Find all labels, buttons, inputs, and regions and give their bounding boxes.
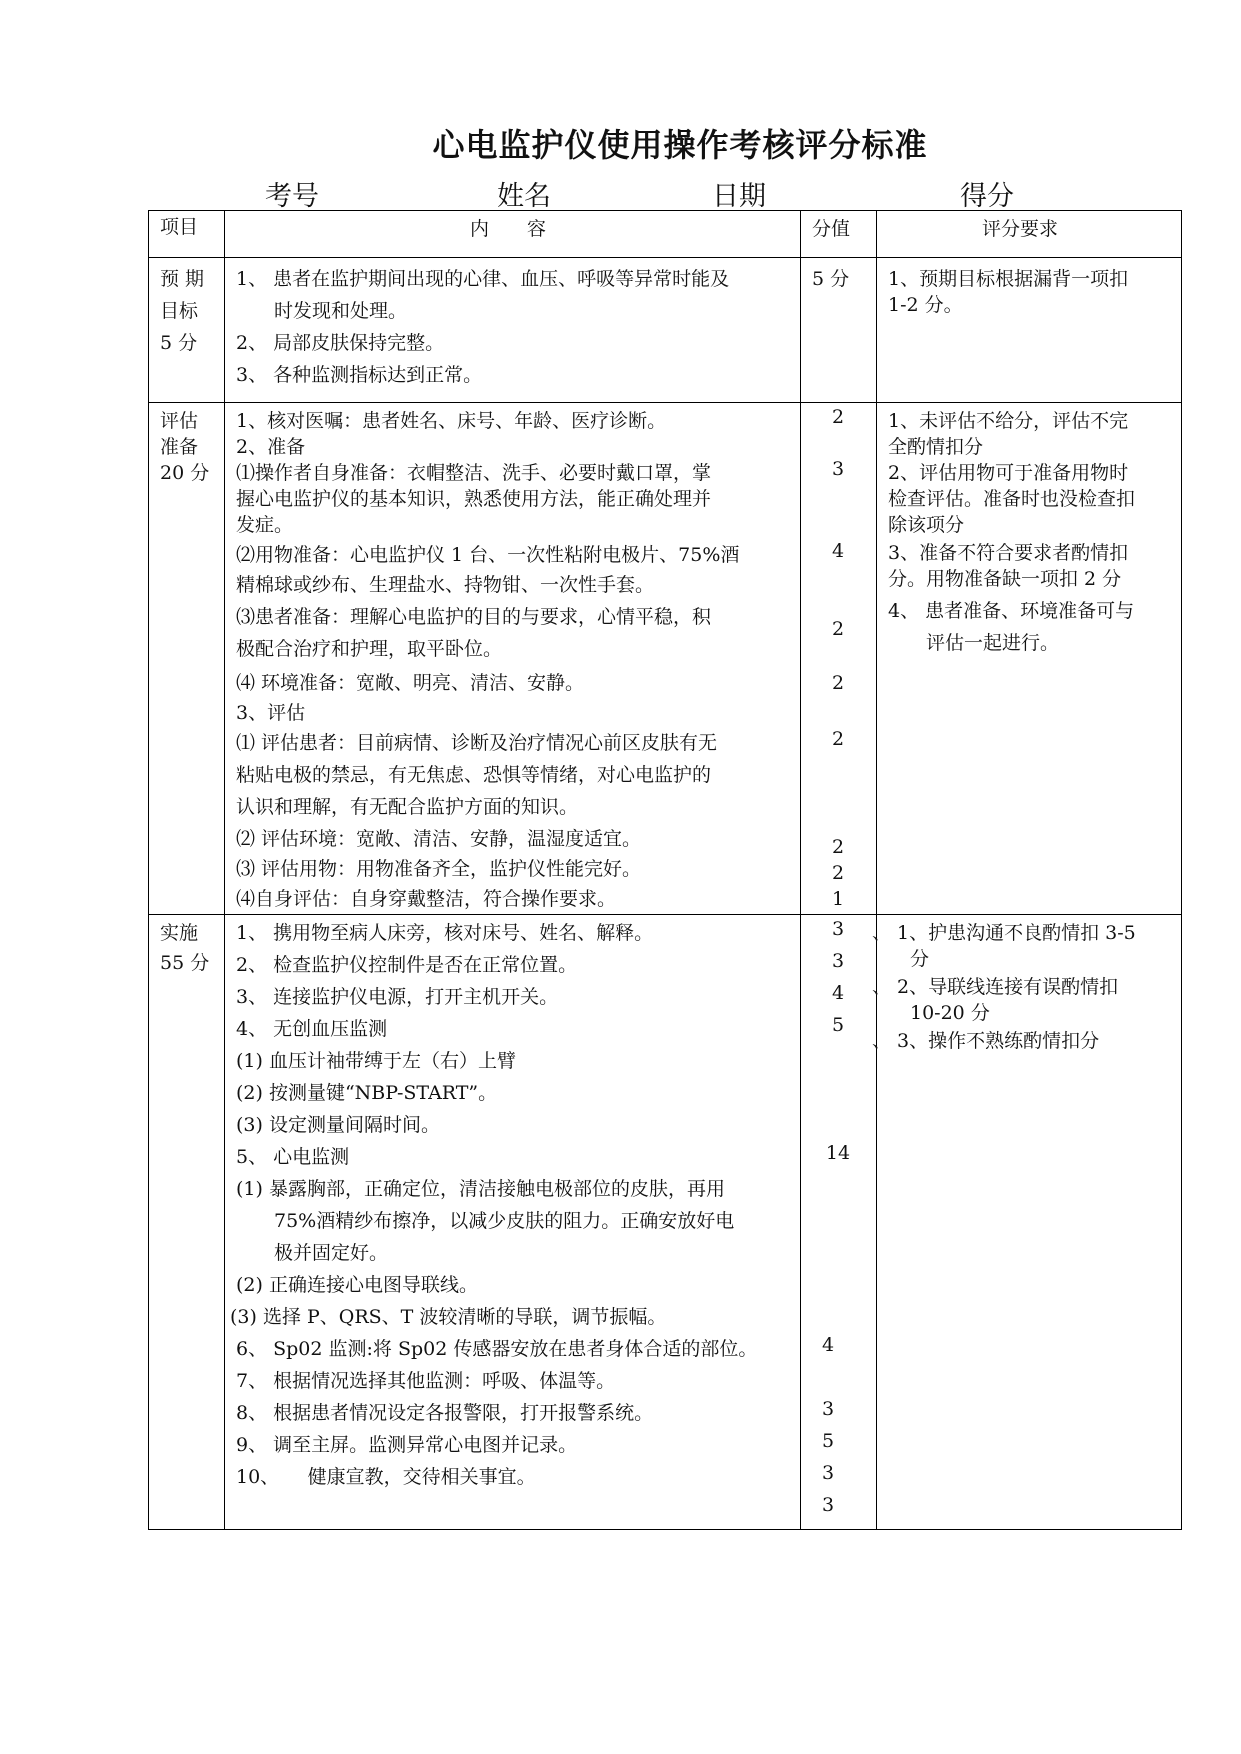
item-label-line: 5 分 (160, 332, 198, 354)
content-line: ⑵用物准备：心电监护仪 1 台、一次性粘附电极片、75%酒 (236, 544, 740, 566)
content-line: 粘贴电极的禁忌，有无焦虑、恐惧等情绪，对心电监护的 (236, 764, 712, 786)
header-exam-number-label: 考号 (265, 181, 319, 212)
content-line: ⑴操作者自身准备：衣帽整洁、洗手、必要时戴口罩，掌 (236, 462, 712, 484)
score-value: 5 分 (812, 268, 850, 290)
content-line: 精棉球或纱布、生理盐水、持物钳、一次性手套。 (236, 574, 655, 596)
score-value: 4 (831, 982, 845, 1004)
score-value: 5 (831, 1014, 845, 1036)
score-value: 5 (821, 1430, 835, 1452)
requirement-line: 分。用物准备缺一项扣 2 分 (888, 568, 1122, 590)
requirement-line: 、 1、护患沟通不良酌情扣 3-5 (872, 922, 1136, 944)
requirement-line: 2、评估用物可于准备用物时 (888, 462, 1129, 484)
requirement-line: 评估一起进行。 (888, 632, 1060, 654)
score-value: 3 (831, 458, 845, 480)
column-divider (876, 210, 877, 1530)
content-line: 3、评估 (236, 702, 306, 724)
content-line: 4、 无创血压监测 (236, 1018, 388, 1040)
content-line: ⑶患者准备：理解心电监护的目的与要求，心情平稳，积 (236, 606, 712, 628)
content-line: 2、 局部皮肤保持完整。 (236, 332, 445, 354)
item-label-line: 20 分 (160, 462, 210, 484)
item-label-line: 评估 (160, 410, 199, 432)
header-score-value: 分值 (812, 218, 851, 240)
content-line: 9、 调至主屏。监测异常心电图并记录。 (236, 1434, 578, 1456)
item-label-line: 准备 (160, 436, 199, 458)
score-value: 2 (831, 836, 845, 858)
requirement-line: 分 (872, 948, 930, 970)
header-score-label: 得分 (960, 181, 1014, 212)
score-value: 3 (831, 950, 845, 972)
requirement-line: 4、 患者准备、环境准备可与 (888, 600, 1135, 622)
content-line: (3) 设定测量间隔时间。 (236, 1114, 440, 1136)
content-line: 5、 心电监测 (236, 1146, 350, 1168)
requirement-line: 除该项分 (888, 514, 965, 536)
content-line: (3) 选择 P、QRS、T 波较清晰的导联，调节振幅。 (230, 1306, 667, 1328)
requirement-line: 检查评估。准备时也没检查扣 (888, 488, 1136, 510)
score-value: 14 (825, 1142, 851, 1164)
content-line: 10、 健康宣教，交待相关事宜。 (236, 1466, 536, 1488)
content-line: 1、 携用物至病人床旁，核对床号、姓名、解释。 (236, 922, 654, 944)
content-line: (2) 正确连接心电图导联线。 (236, 1274, 478, 1296)
requirement-line: 、 2、导联线连接有误酌情扣 (872, 976, 1119, 998)
item-label-line: 55 分 (160, 952, 210, 974)
content-line: 2、 检查监护仪控制件是否在正常位置。 (236, 954, 578, 976)
requirement-line: 1-2 分。 (888, 294, 963, 316)
requirement-line: 1、未评估不给分，评估不完 (888, 410, 1129, 432)
score-value: 3 (821, 1494, 835, 1516)
header-requirements: 评分要求 (982, 218, 1059, 240)
column-divider (800, 210, 801, 1530)
score-value: 2 (831, 618, 845, 640)
content-line: 极配合治疗和护理，取平卧位。 (236, 638, 503, 660)
content-line: (2) 按测量键“NBP-START”。 (236, 1082, 498, 1104)
content-line: 75%酒精纱布擦净，以减少皮肤的阻力。正确安放好电 (236, 1210, 735, 1232)
content-line: 发症。 (236, 514, 294, 536)
content-line: ⑷自身评估：自身穿戴整洁，符合操作要求。 (236, 888, 617, 910)
item-label-line: 预 期 (160, 268, 205, 290)
content-line: 6、 Sp02 监测:将 Sp02 传感器安放在患者身体合适的部位。 (236, 1338, 758, 1360)
header-name-label: 姓名 (497, 181, 551, 212)
requirement-line: 全酌情扣分 (888, 436, 984, 458)
column-divider (224, 210, 225, 1530)
score-value: 2 (831, 406, 845, 428)
content-line: ⑴ 评估患者：目前病情、诊断及治疗情况心前区皮肤有无 (236, 732, 718, 754)
content-line: (1) 血压计袖带缚于左（右）上臂 (236, 1050, 516, 1072)
row-divider (148, 914, 1182, 915)
score-value: 4 (831, 540, 845, 562)
score-value: 2 (831, 672, 845, 694)
score-value: 2 (831, 862, 845, 884)
requirement-line: 3、准备不符合要求者酌情扣 (888, 542, 1129, 564)
header-content: 内 容 (470, 218, 547, 240)
document-title: 心电监护仪使用操作考核评分标准 (432, 126, 928, 164)
score-value: 3 (821, 1398, 835, 1420)
content-line: ⑶ 评估用物：用物准备齐全，监护仪性能完好。 (236, 858, 642, 880)
header-item: 项目 (160, 216, 199, 238)
content-line: 2、准备 (236, 436, 306, 458)
item-label-line: 实施 (160, 922, 199, 944)
content-line: 时发现和处理。 (236, 300, 408, 322)
score-value: 1 (831, 888, 845, 910)
header-date-label: 日期 (712, 181, 766, 212)
requirement-line: 10-20 分 (872, 1002, 990, 1024)
requirement-line: 1、预期目标根据漏背一项扣 (888, 268, 1129, 290)
score-value: 3 (831, 918, 845, 940)
score-value: 4 (821, 1334, 835, 1356)
score-value: 2 (831, 728, 845, 750)
content-line: ⑷ 环境准备：宽敞、明亮、清洁、安静。 (236, 672, 585, 694)
content-line: 认识和理解，有无配合监护方面的知识。 (236, 796, 579, 818)
row-divider (148, 257, 1182, 258)
content-line: 握心电监护仪的基本知识，熟悉使用方法，能正确处理并 (236, 488, 712, 510)
content-line: 8、 根据患者情况设定各报警限，打开报警系统。 (236, 1402, 654, 1424)
content-line: 3、 各种监测指标达到正常。 (236, 364, 483, 386)
content-line: 3、 连接监护仪电源，打开主机开关。 (236, 986, 559, 1008)
content-line: 1、 患者在监护期间出现的心律、血压、呼吸等异常时能及 (236, 268, 730, 290)
item-label-line: 目标 (160, 300, 199, 322)
content-line: (1) 暴露胸部，正确定位，清洁接触电极部位的皮肤，再用 (236, 1178, 725, 1200)
row-divider (148, 402, 1182, 403)
requirement-line: 、 3、操作不熟练酌情扣分 (872, 1030, 1100, 1052)
content-line: 1、核对医嘱：患者姓名、床号、年龄、医疗诊断。 (236, 410, 667, 432)
content-line: 7、 根据情况选择其他监测：呼吸、体温等。 (236, 1370, 616, 1392)
content-line: ⑵ 评估环境：宽敞、清洁、安静，温湿度适宜。 (236, 828, 642, 850)
content-line: 极并固定好。 (236, 1242, 389, 1264)
score-value: 3 (821, 1462, 835, 1484)
